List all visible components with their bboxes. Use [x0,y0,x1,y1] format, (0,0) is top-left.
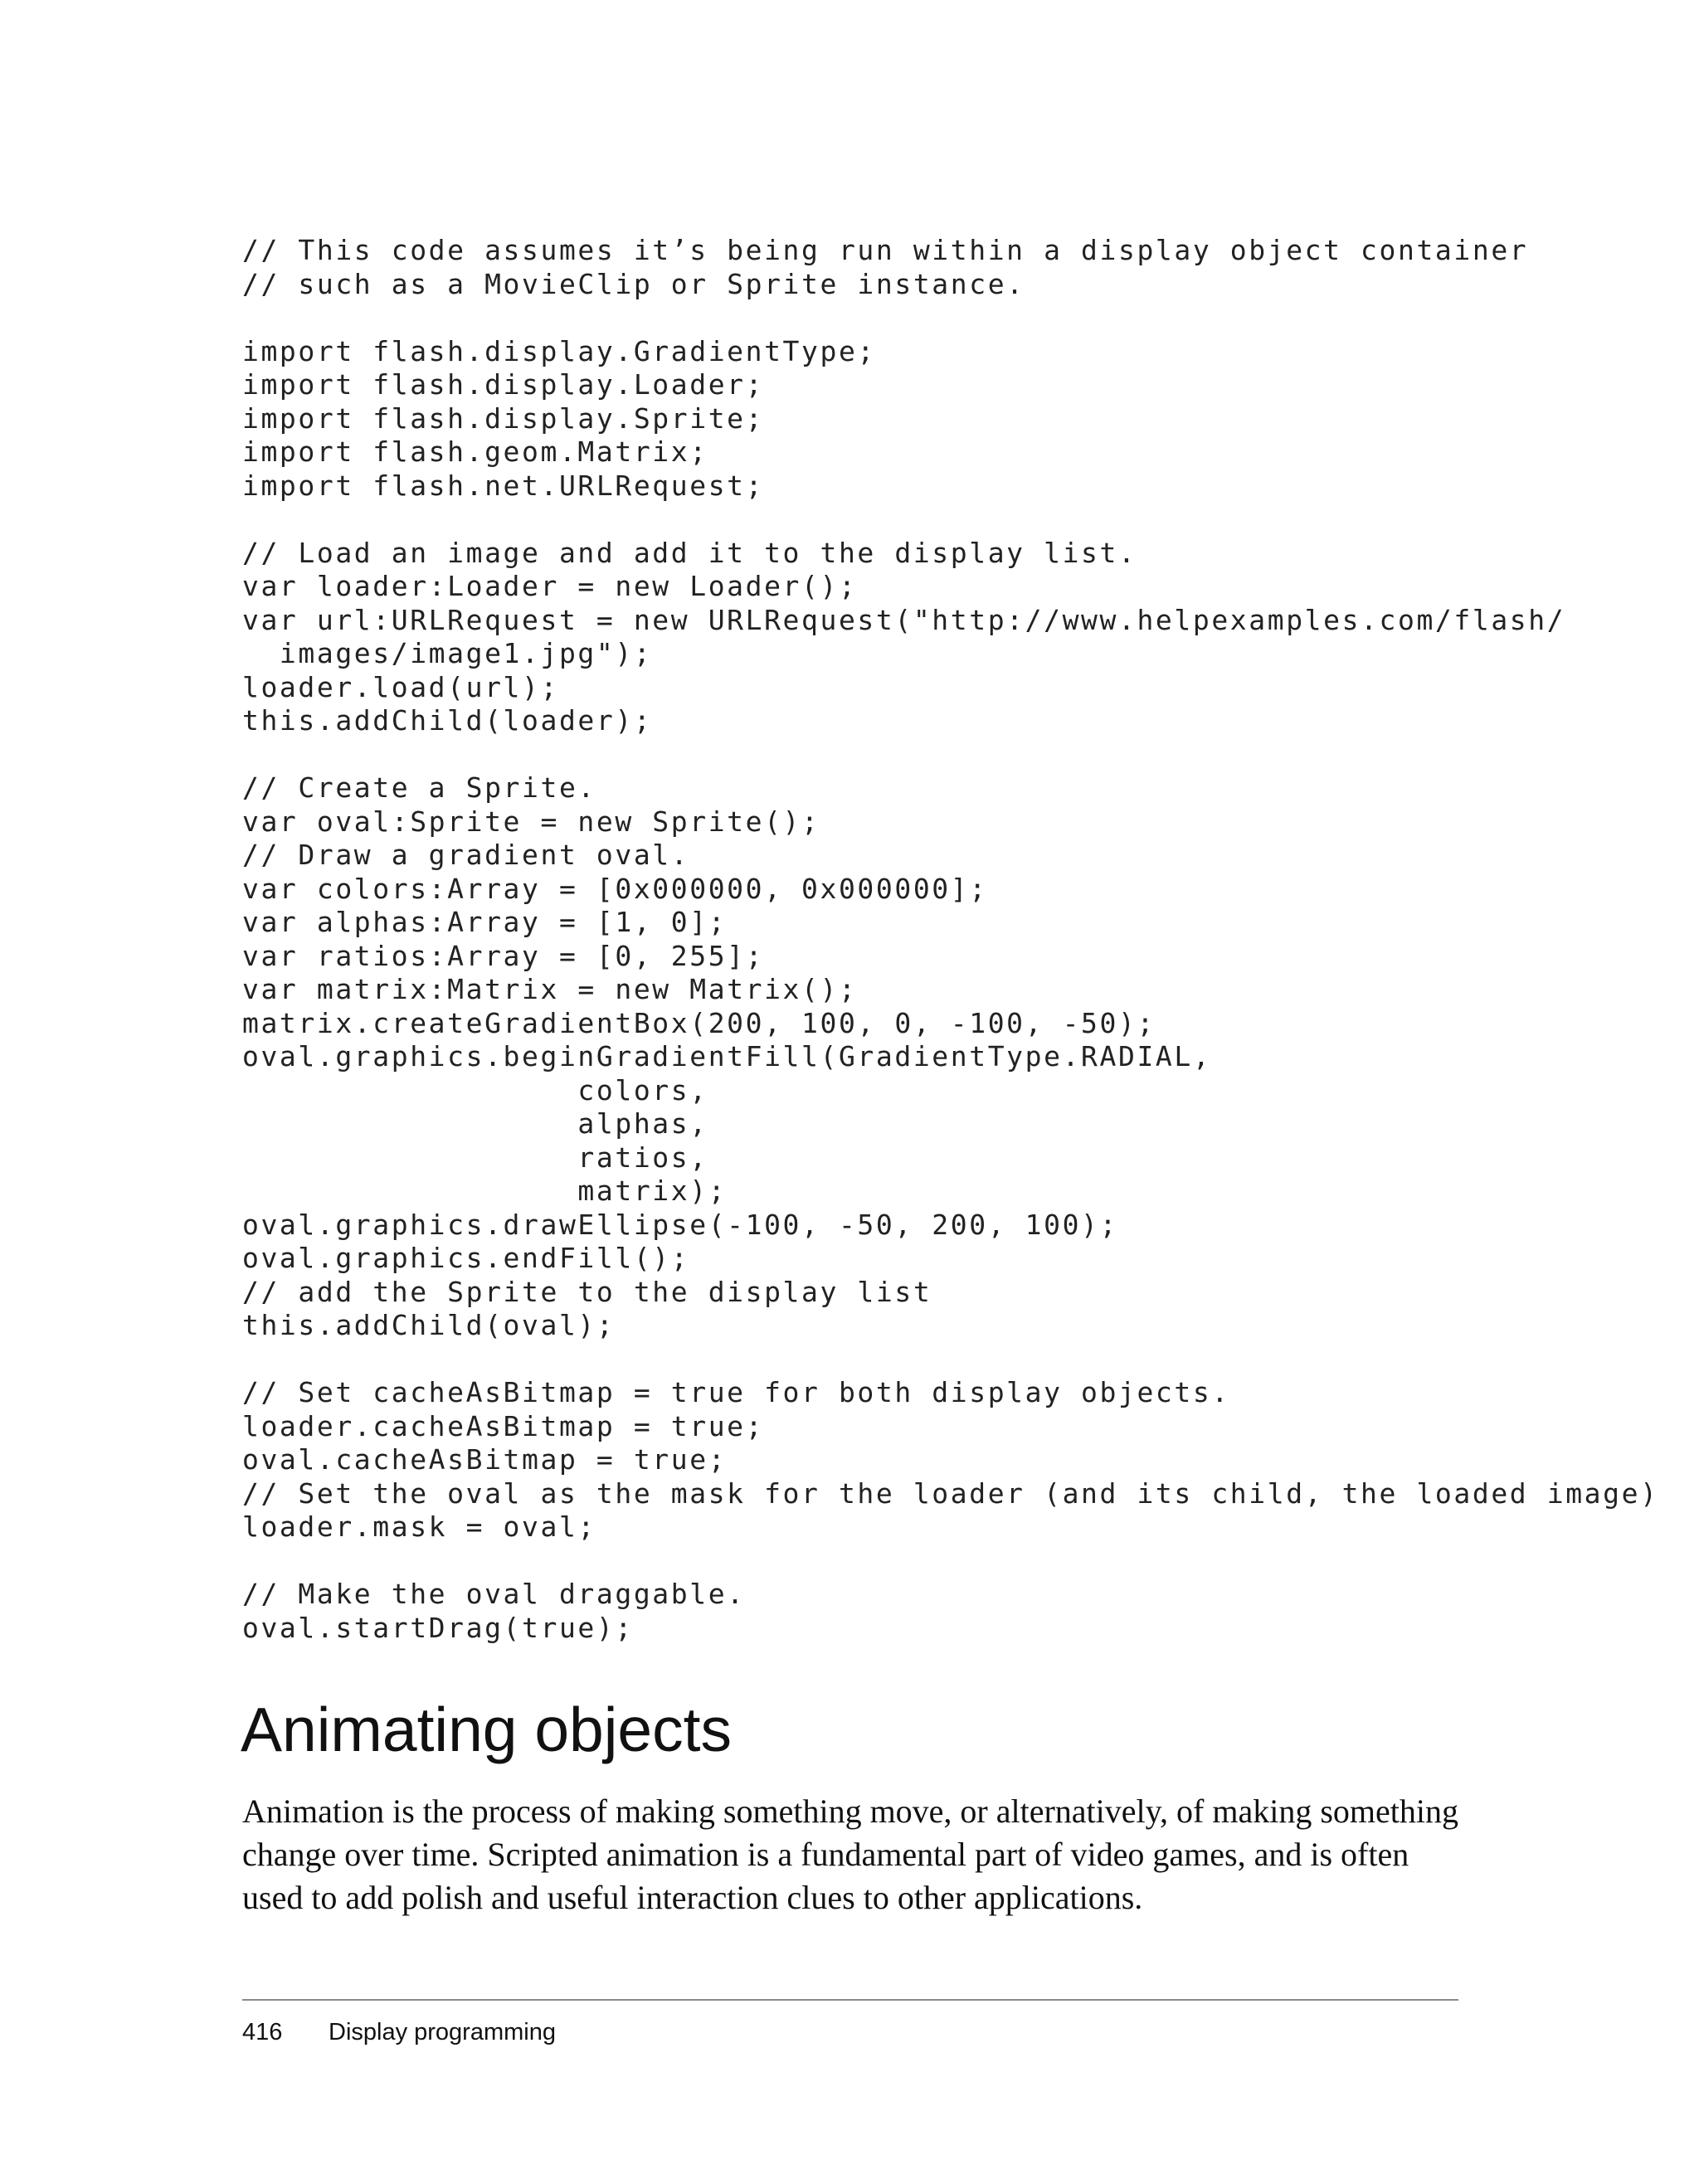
code-line: import flash.display.GradientType; [242,334,876,367]
code-line: // Set the oval as the mask for the loader (and its child, the loaded image) [242,1476,1659,1510]
code-line: images/image1.jpg"); [242,637,653,669]
code-line: import flash.geom.Matrix; [242,435,708,468]
code-line: // Create a Sprite. [242,771,596,804]
code-line: // such as a MovieClip or Sprite instance. [242,267,1025,300]
code-line: // Make the oval draggable. [242,1578,746,1610]
chapter-title: Display programming [329,2019,556,2045]
code-line [242,1343,1462,1377]
code-line: ratios, [242,1141,708,1174]
code-line [242,503,1462,537]
code-line: alphas, [242,1107,708,1140]
code-line: var colors:Array = [0x000000, 0x000000]; [242,872,988,905]
code-line: var matrix:Matrix = new Matrix(); [242,973,858,1005]
code-line: import flash.net.URLRequest; [242,469,765,502]
code-line [242,738,1462,772]
code-line: matrix); [242,1175,728,1207]
code-line: // This code assumes it’s being run within a display object container [242,234,1529,266]
body-paragraph: Animation is the process of making something move, or alternatively, of making something change over time. Scripted animation is a fundamental part of video games, and is often used to add polish and useful interaction clues to other applications. [242,1792,1459,1916]
code-line: loader.load(url); [242,670,559,703]
code-line: var alphas:Array = [1, 0]; [242,906,728,938]
page-footer [242,2017,556,2047]
code-line: var loader:Loader = new Loader(); [242,570,858,602]
code-line: var url:URLRequest = new URLRequest("http://www.helpexamples.com/flash/ [242,603,1566,636]
code-line: oval.cacheAsBitmap = true; [242,1443,728,1476]
code-line: matrix.createGradientBox(200, 100, 0, -100, -50); [242,1006,1156,1039]
code-line: oval.graphics.beginGradientFill(GradientType.RADIAL, [242,1040,1212,1073]
code-line: colors, [242,1073,708,1107]
code-line: oval.startDrag(true); [242,1611,634,1644]
code-line: var oval:Sprite = new Sprite(); [242,805,820,838]
code-line [242,301,1462,335]
code-line: // add the Sprite to the display list [242,1275,932,1308]
code-listing [242,234,1659,1645]
code-line: oval.graphics.endFill(); [242,1242,690,1274]
code-line [242,1544,1462,1578]
code-line: this.addChild(oval); [242,1309,616,1341]
code-line: // Load an image and add it to the display list. [242,536,1137,569]
code-line: this.addChild(loader); [242,704,653,737]
code-line: // Set cacheAsBitmap = true for both display objects. [242,1376,1230,1408]
footer-divider [242,1999,1458,2001]
code-line: oval.graphics.drawEllipse(-100, -50, 200, 100); [242,1208,1118,1241]
code-line: loader.cacheAsBitmap = true; [242,1409,765,1442]
code-line: var ratios:Array = [0, 255]; [242,939,765,972]
code-line: // Draw a gradient oval. [242,839,690,871]
code-line: import flash.display.Sprite; [242,401,765,435]
code-line: import flash.display.Loader; [242,368,765,401]
code-line: loader.mask = oval; [242,1510,596,1543]
page-number: 416 [242,2019,283,2045]
section-heading: Animating objects [241,1695,732,1764]
